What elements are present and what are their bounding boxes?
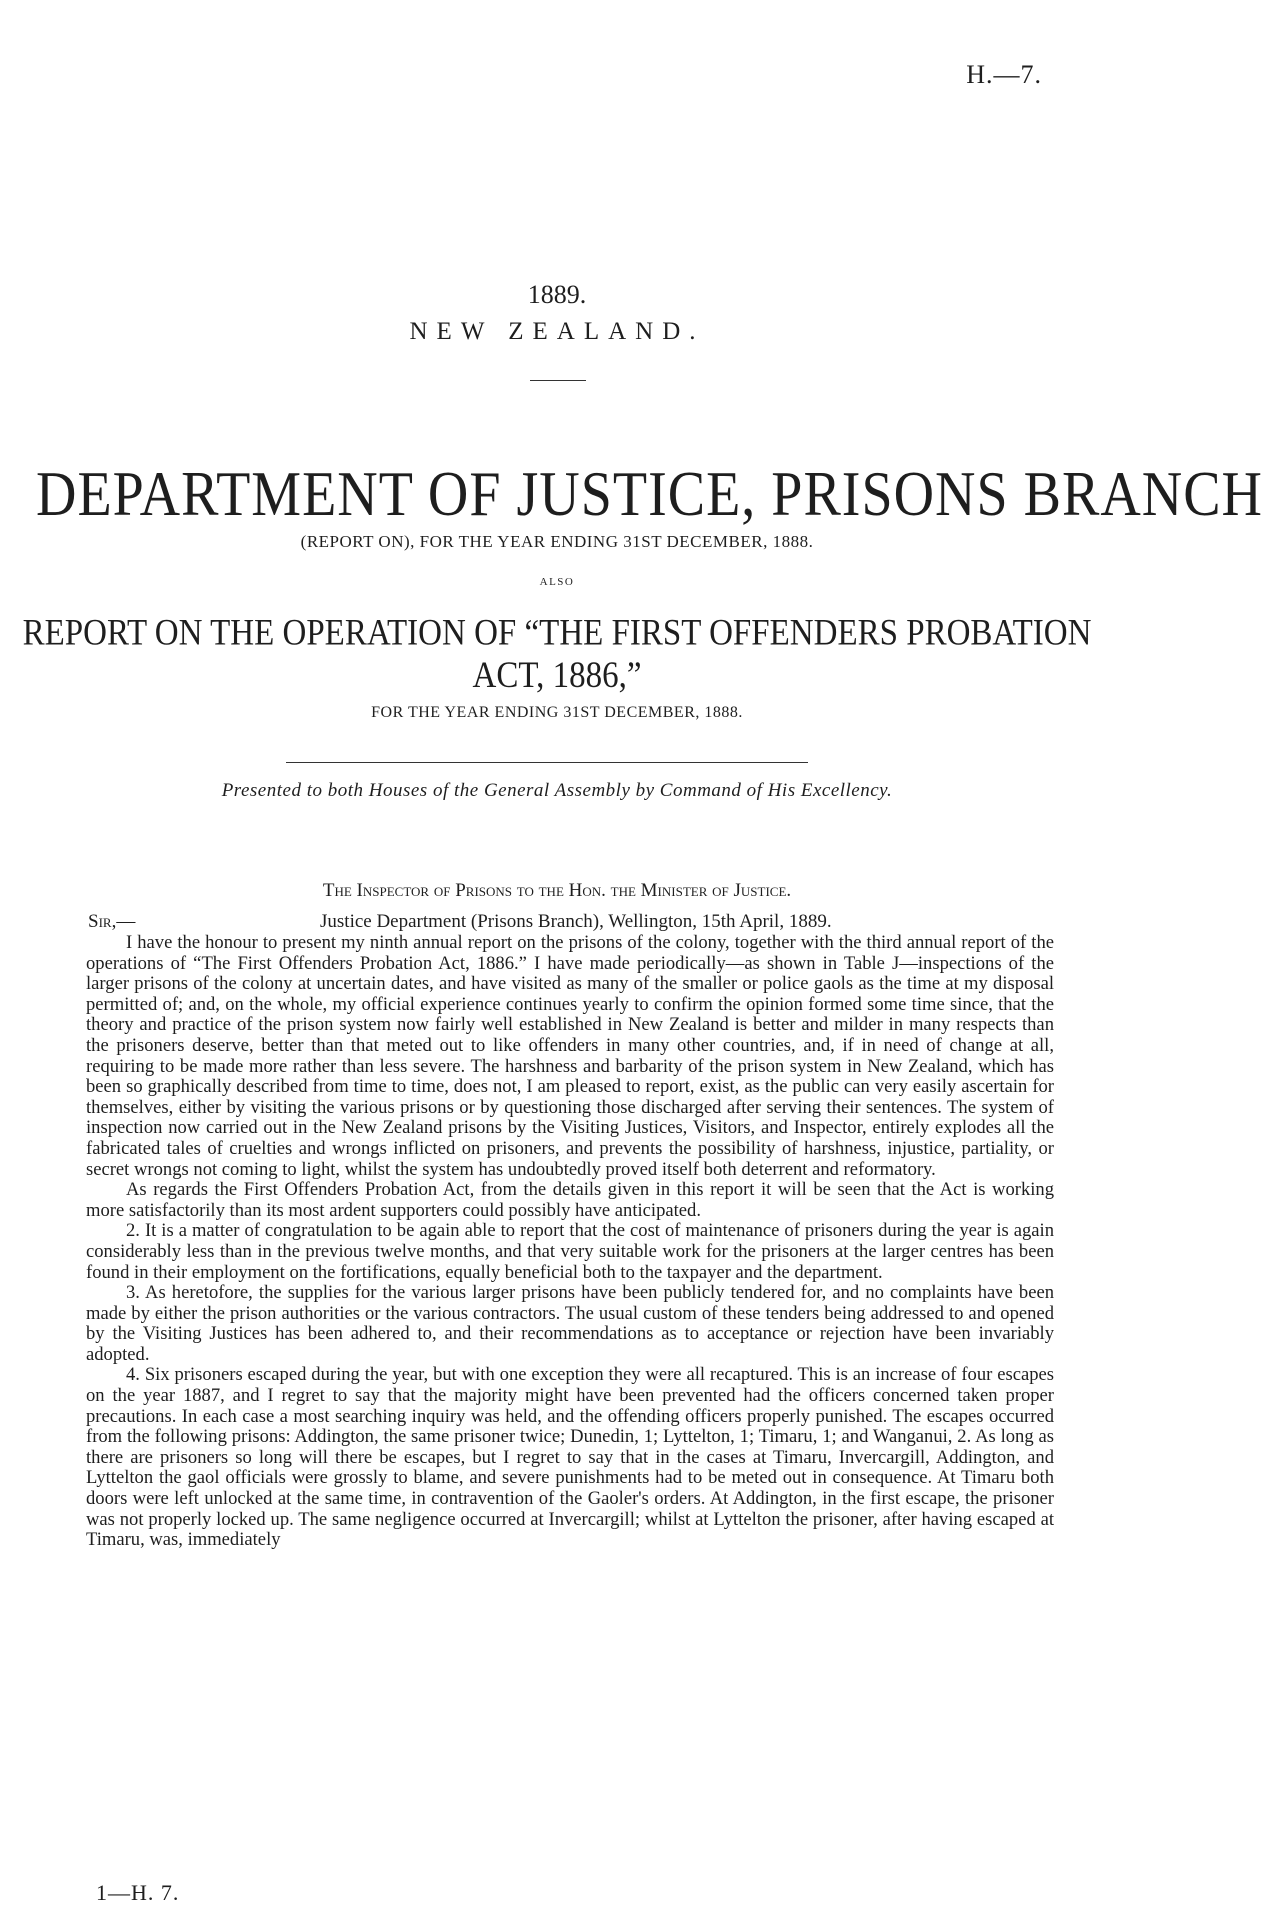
act-title-line-1: REPORT ON THE OPERATION OF “THE FIRST OFFENDERS PROBATION [22,613,1092,654]
document-reference: H.—7. [966,60,1042,89]
report-year: 1889. [527,280,587,309]
also-label: ALSO [539,576,575,588]
letter-salutation: The Inspector of Prisons to the Hon. the Minister of Justice. [322,880,792,901]
sir-greeting: Sir,— [88,911,136,932]
act-report-period: FOR THE YEAR ENDING 31ST DECEMBER, 1888. [371,704,743,721]
paragraph: 2. It is a matter of congratulation to be again able to report that the cost of maintenance of prisoners during the year is again considerably less than in the previous twelve months, and that very suitable work for the prisoners at the larger centres has been found in their employment on the fortifications, equally beneficial both to the taxpayer and the department. [86,1220,1054,1283]
country-heading: NEW ZEALAND. [409,318,705,345]
divider-short [530,380,586,381]
divider-long [286,762,808,763]
act-report-title [0,612,1114,697]
act-title-line-2: ACT, 1886,” [472,655,642,696]
paragraph: 3. As heretofore, the supplies for the various larger prisons have been publicly tendered for, and no complaints have been made by either the prison authorities or the various contractors. The usual custom of these tenders being addressed to and opened by the Visiting Justices has been adhered to, and their recommendations as to acceptance or rejection have been invariably adopted. [86,1282,1054,1365]
page-signature-mark: 1—H. 7. [96,1880,180,1905]
letter-dateline: Justice Department (Prisons Branch), Wellington, 15th April, 1889. [320,911,832,932]
department-title: DEPARTMENT OF JUSTICE, PRISONS BRANCH [36,459,1263,530]
presentation-line: Presented to both Houses of the General Assembly by Command of His Excellency. [221,780,893,801]
paragraph: I have the honour to present my ninth annual report on the prisons of the colony, together with the third annual report of the operations of “The First Offenders Probation Act, 1886.” I have made periodically—as shown in Table J—inspections of the larger prisons of the colony at uncertain dates, and have visited as many of the smaller or police gaols as the time at my disposal permitted of; and, on the whole, my official experience continues yearly to confirm the opinion formed some time since, that the theory and practice of the prison system now fairly well established in New Zealand is better and milder in many respects than the prisoners deserve, better than that meted out to like offenders in many other countries, and, if in need of change at all, requiring to be made more rather than less severe. The harshness and barbarity of the prison system in New Zealand, which has been so graphically described from time to time, does not, I am pleased to report, exist, as the public can very easily ascertain for themselves, either by visiting the various prisons or by questioning those discharged after serving their sentences. The system of inspection now carried out in the New Zealand prisons by the Visiting Justices, Visitors, and Inspector, entirely explodes all the fabricated tales of cruelties and wrongs inflicted on prisoners, and prevents the possibility of harshness, injustice, partiality, or secret wrongs not coming to light, whilst the system has undoubtedly proved itself both deterrent and reformatory. [86,932,1054,1180]
paragraph: As regards the First Offenders Probation Act, from the details given in this report it will be seen that the Act is working more satisfactorily than its most ardent supporters could possibly have anticipated. [86,1179,1054,1221]
letter-body [86,933,1054,1551]
paragraph: 4. Six prisoners escaped during the year, but with one exception they were all recaptured. This is an increase of four escapes on the year 1887, and I regret to say that the majority might have been prevented had the officers concerned taken proper precautions. In each case a most searching inquiry was held, and the offending officers properly punished. The escapes occurred from the following prisons: Addington, the same prisoner twice; Dunedin, 1; Lyttelton, 1; Timaru, 1; and Wanganui, 2. As long as there are prisoners so long will there be escapes, but I regret to say that in the cases at Timaru, Invercargill, Addington, and Lyttelton the gaol officials were grossly to blame, and severe punishments had to be meted out in consequence. At Timaru both doors were left unlocked at the same time, in contravention of the Gaoler's orders. At Addington, in the first escape, the prisoner was not properly locked up. The same negligence occurred at Invercargill; whilst at Lyttelton the prisoner, after having escaped at Timaru, was, immediately [86,1364,1054,1551]
letter-opening [88,911,1052,933]
report-subtitle: (REPORT ON), FOR THE YEAR ENDING 31ST DECEMBER, 1888. [300,532,814,551]
